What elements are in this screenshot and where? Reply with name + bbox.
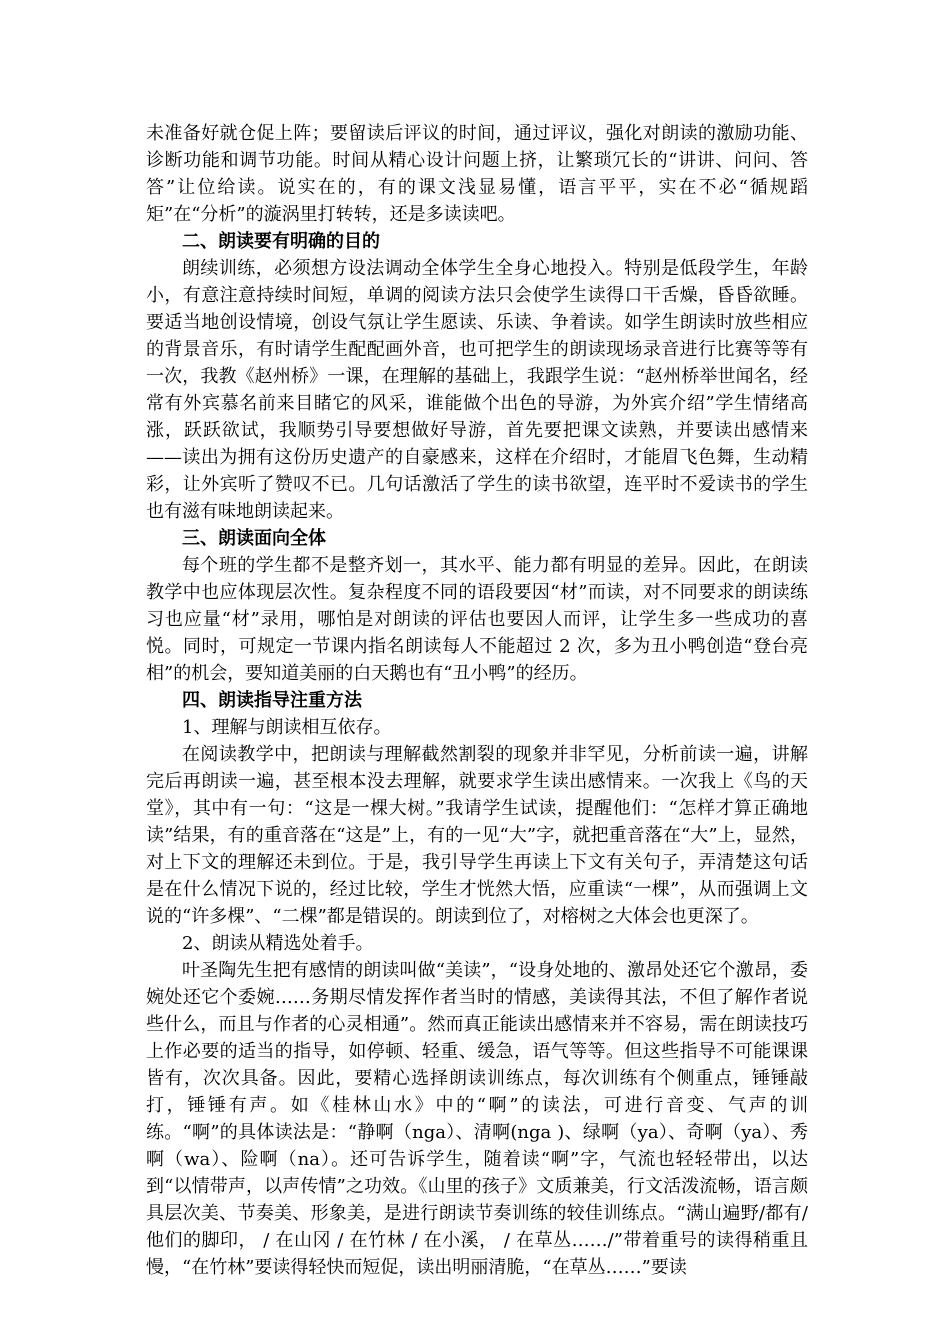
- paragraph-intro: 未准备好就仓促上阵；要留读后评议的时间，通过评议，强化对朗读的激励功能、诊断功能和调节功能。时间从精心设计问题上挤，让繁琐冗长的“讲讲、问问、答答”让位给读。说实在的，有的课文浅显易懂，语言平平，实在不必“循规蹈矩”在“分析”的漩涡里打转转，还是多读读吧。: [146, 123, 808, 225]
- heading-section-3: 三、朗读面向全体: [182, 528, 326, 549]
- paragraph-section-3: 每个班的学生都不是整齐划一，其水平、能力都有明显的差异。因此，在朗读教学中也应体现层次性。复杂程度不同的语段要因“材”而读，对不同要求的朗读练习也应量“材”录用，哪怕是对朗读的评估也要因人而评，让学生多一些成功的喜悦。同时，可规定一节课内指名朗读每人不能超过 2 次，多为丑小鸭创造“登台亮相”的机会，要知道美丽的白天鹅也有“丑小鸭”的经历。: [146, 555, 808, 684]
- paragraph-4-2: 叶圣陶先生把有感情的朗读叫做“美读”，“设身处地的、激昂处还它个激昂，委婉处还它个委婉……务期尽情发挥作者当时的情感，美读得其法，不但了解作者说些什么，而且与作者的心灵相通”。然而真正能读出感情来并不容易，需在朗读技巧上作必要的适当的指导，如停顿、轻重、缓急，语气等等。但这些指导不可能课课皆有，次次具备。因此，要精心选择朗读训练点，每次训练有个侧重点，锤锤敲打，锤锤有声。如《桂林山水》中的“啊”的读法，可进行音变、气声的训练。“啊”的具体读法是：“静啊（nga）、清啊(nga )、绿啊（ya）、奇啊（ya）、秀啊（wa）、险啊（na）。还可告诉学生，随着读“啊”字，气流也轻轻带出，以达到“以情带声，以声传情”之功效。《山里的孩子》文质兼美，行文活泼流畅，语言颇具层次美、节奏美、形象美，是进行朗读节奏训练的较佳训练点。“满山遍野/都有/ 他们的脚印， / 在山冈 / 在竹林 / 在小溪， / 在草丛……/”带着重号的读得稍重且慢，“在竹林”要读得轻快而短促，读出明丽清脆，“在草丛……”要读: [146, 960, 808, 1278]
- paragraph-section-2: 朗续训练，必须想方设法调动全体学生全身心地投入。特别是低段学生，年龄小，有意注意持续时间短，单调的阅读方法只会使学生读得口干舌燥，昏昏欲睡。要适当地创设情境，创设气氛让学生愿读、乐读、争着读。如学生朗读时放些相应的背景音乐，有时请学生配配画外音，也可把学生的朗读现场录音进行比赛等等有一次，我教《赵州桥》一课，在理解的基础上，我跟学生说：“赵州桥举世闻名，经常有外宾慕名前来目睹它的风采，谁能做个出色的导游，为外宾介绍”学生情绪高涨，跃跃欲试，我顺势引导要想做好导游，首先要把课文读熟，并要读出感情来——读出为拥有这份历史遗产的自豪感来，这样在介绍时，才能眉飞色舞，生动精彩，让外宾听了赞叹不已。几句话激活了学生的读书欲望，连平时不爱读书的学生也有滋有味地朗读起来。: [146, 258, 808, 522]
- paragraph-4-1: 在阅读教学中，把朗读与理解截然割裂的现象并非罕见，分析前读一遍，讲解完后再朗读一遍，甚至根本没去理解，就要求学生读出感情来。一次我上《鸟的天堂》，其中有一句：“这是一棵大树。”我请学生试读，提醒他们：“怎样才算正确地读”结果，有的重音落在“这是”上，有的一见“大”字，就把重音落在“大”上，显然，对上下文的理解还未到位。于是，我引导学生再读上下文有关句子，弄清楚这句话是在什么情况下说的，经过比较，学生才恍然大悟，应重读“一棵”，从而强调上文说的“许多棵”、“二棵”都是错误的。朗读到位了，对榕树之大体会也更深了。: [146, 744, 808, 927]
- heading-section-4: 四、朗读指导注重方法: [182, 690, 362, 711]
- subheading-4-2: 2、朗读从精选处着手。: [182, 933, 374, 954]
- subheading-4-1: 1、理解与朗读相互依存。: [182, 717, 392, 738]
- heading-section-2: 二、朗读要有明确的目的: [182, 231, 380, 252]
- document-body: [146, 120, 808, 1281]
